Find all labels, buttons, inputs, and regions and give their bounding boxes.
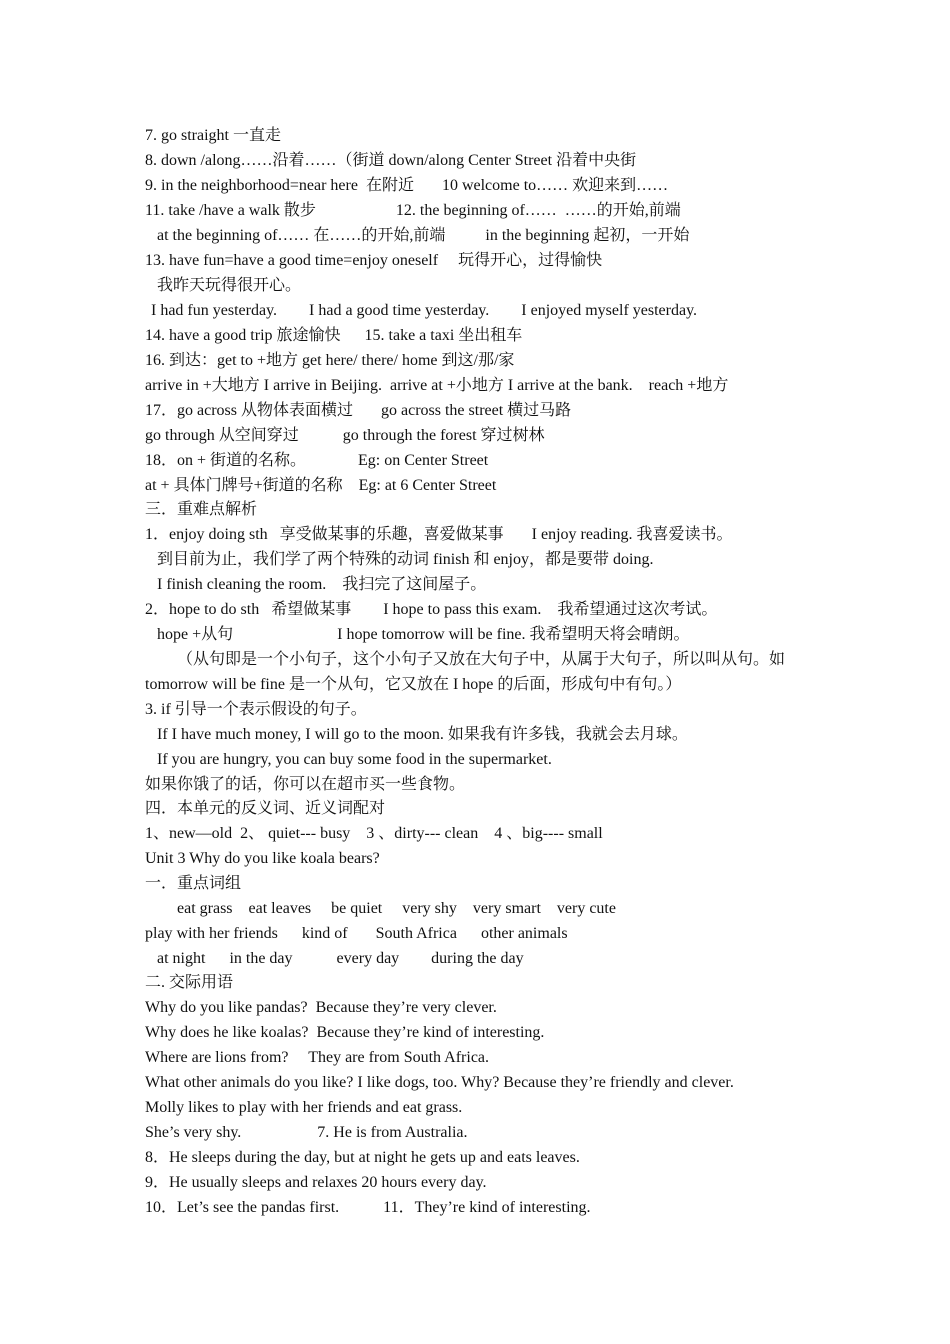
text-line: 如果你饿了的话，你可以在超市买一些食物。: [145, 776, 466, 793]
text-line: 14. have a good trip 旅途愉快 15. take a taxi 坐出租车: [145, 327, 523, 344]
text-line: She’s very shy. 7. He is from Australia.: [145, 1124, 468, 1141]
text-line: If you are hungry, you can buy some food in the supermarket.: [157, 751, 552, 768]
section-heading: 二. 交际用语: [145, 974, 234, 991]
text-line: 9. in the neighborhood=near here 在附近 10 welcome to…… 欢迎来到……: [145, 177, 669, 194]
text-line: Why do you like pandas? Because they’re very clever.: [145, 999, 497, 1016]
text-line: 8. down /along……沿着……（街道 down/along Center Street 沿着中央街: [145, 152, 637, 169]
text-line: 7. go straight 一直走: [145, 127, 281, 144]
text-line: 17．go across 从物体表面横过 go across the street 横过马路: [145, 402, 572, 419]
text-line: 2．hope to do sth 希望做某事 I hope to pass this exam. 我希望通过这次考试。: [145, 601, 718, 618]
text-line: I finish cleaning the room. 我扫完了这间屋子。: [157, 576, 487, 593]
text-line: Molly likes to play with her friends and eat grass.: [145, 1099, 463, 1116]
text-line: 11. take /have a walk 散步 12. the beginning of…… ……的开始,前端: [145, 202, 681, 219]
text-line: 10．Let’s see the pandas first. 11．They’re kind of interesting.: [145, 1199, 591, 1216]
text-line: go through 从空间穿过 go through the forest 穿过树林: [145, 427, 545, 444]
text-line: 8．He sleeps during the day, but at night he gets up and eats leaves.: [145, 1149, 580, 1166]
text-line: at + 具体门牌号+街道的名称 Eg: at 6 Center Street: [145, 477, 497, 494]
text-line: 3. if 引导一个表示假设的句子。: [145, 701, 367, 718]
text-line: 我昨天玩得很开心。: [157, 277, 302, 294]
text-line: If I have much money, I will go to the moon. 如果我有许多钱，我就会去月球。: [157, 726, 688, 743]
text-line: 9．He usually sleeps and relaxes 20 hours every day.: [145, 1174, 487, 1191]
section-heading: 一．重点词组: [145, 875, 242, 892]
text-line: arrive in +大地方 I arrive in Beijing. arrive at +小地方 I arrive at the bank. reach +地方: [145, 377, 729, 394]
text-line: 13. have fun=have a good time=enjoy oneself 玩得开心，过得愉快: [145, 252, 603, 269]
text-line: What other animals do you like? I like dogs, too. Why? Because they’re friendly and clever.: [145, 1074, 734, 1091]
text-line: Where are lions from? They are from South Africa.: [145, 1049, 490, 1066]
text-line: I had fun yesterday. I had a good time yesterday. I enjoyed myself yesterday.: [151, 302, 698, 319]
text-line: hope +从句 I hope tomorrow will be fine. 我希望明天将会晴朗。: [157, 626, 690, 643]
text-line: tomorrow will be fine 是一个从句，它又放在 I hope 的后面，形成句中有句。）: [145, 676, 682, 693]
text-line: 1、new—old 2、 quiet--- busy 3 、dirty--- clean 4 、big---- small: [145, 825, 603, 842]
text-line: 1．enjoy doing sth 享受做某事的乐趣，喜爱做某事 I enjoy reading. 我喜爱读书。: [145, 526, 733, 543]
unit-title: Unit 3 Why do you like koala bears?: [145, 850, 380, 867]
text-line: play with her friends kind of South Africa other animals: [145, 925, 568, 942]
text-line: Why does he like koalas? Because they’re kind of interesting.: [145, 1024, 545, 1041]
section-heading: 三．重难点解析: [145, 501, 258, 518]
text-line: 16. 到达：get to +地方 get here/ there/ home 到这/那/家: [145, 352, 515, 369]
text-line: （从句即是一个小句子，这个小句子又放在大句子中，从属于大句子，所以叫从句。如: [177, 651, 786, 668]
section-heading: 四．本单元的反义词、近义词配对: [145, 800, 386, 817]
text-line: 18．on + 街道的名称。 Eg: on Center Street: [145, 452, 489, 469]
text-line: 到目前为止，我们学了两个特殊的动词 finish 和 enjoy，都是要带 doing.: [157, 551, 654, 568]
text-line: eat grass eat leaves be quiet very shy very smart very cute: [177, 900, 616, 917]
text-line: at the beginning of…… 在……的开始,前端 in the beginning 起初，一开始: [157, 227, 690, 244]
text-line: at night in the day every day during the day: [157, 950, 524, 967]
